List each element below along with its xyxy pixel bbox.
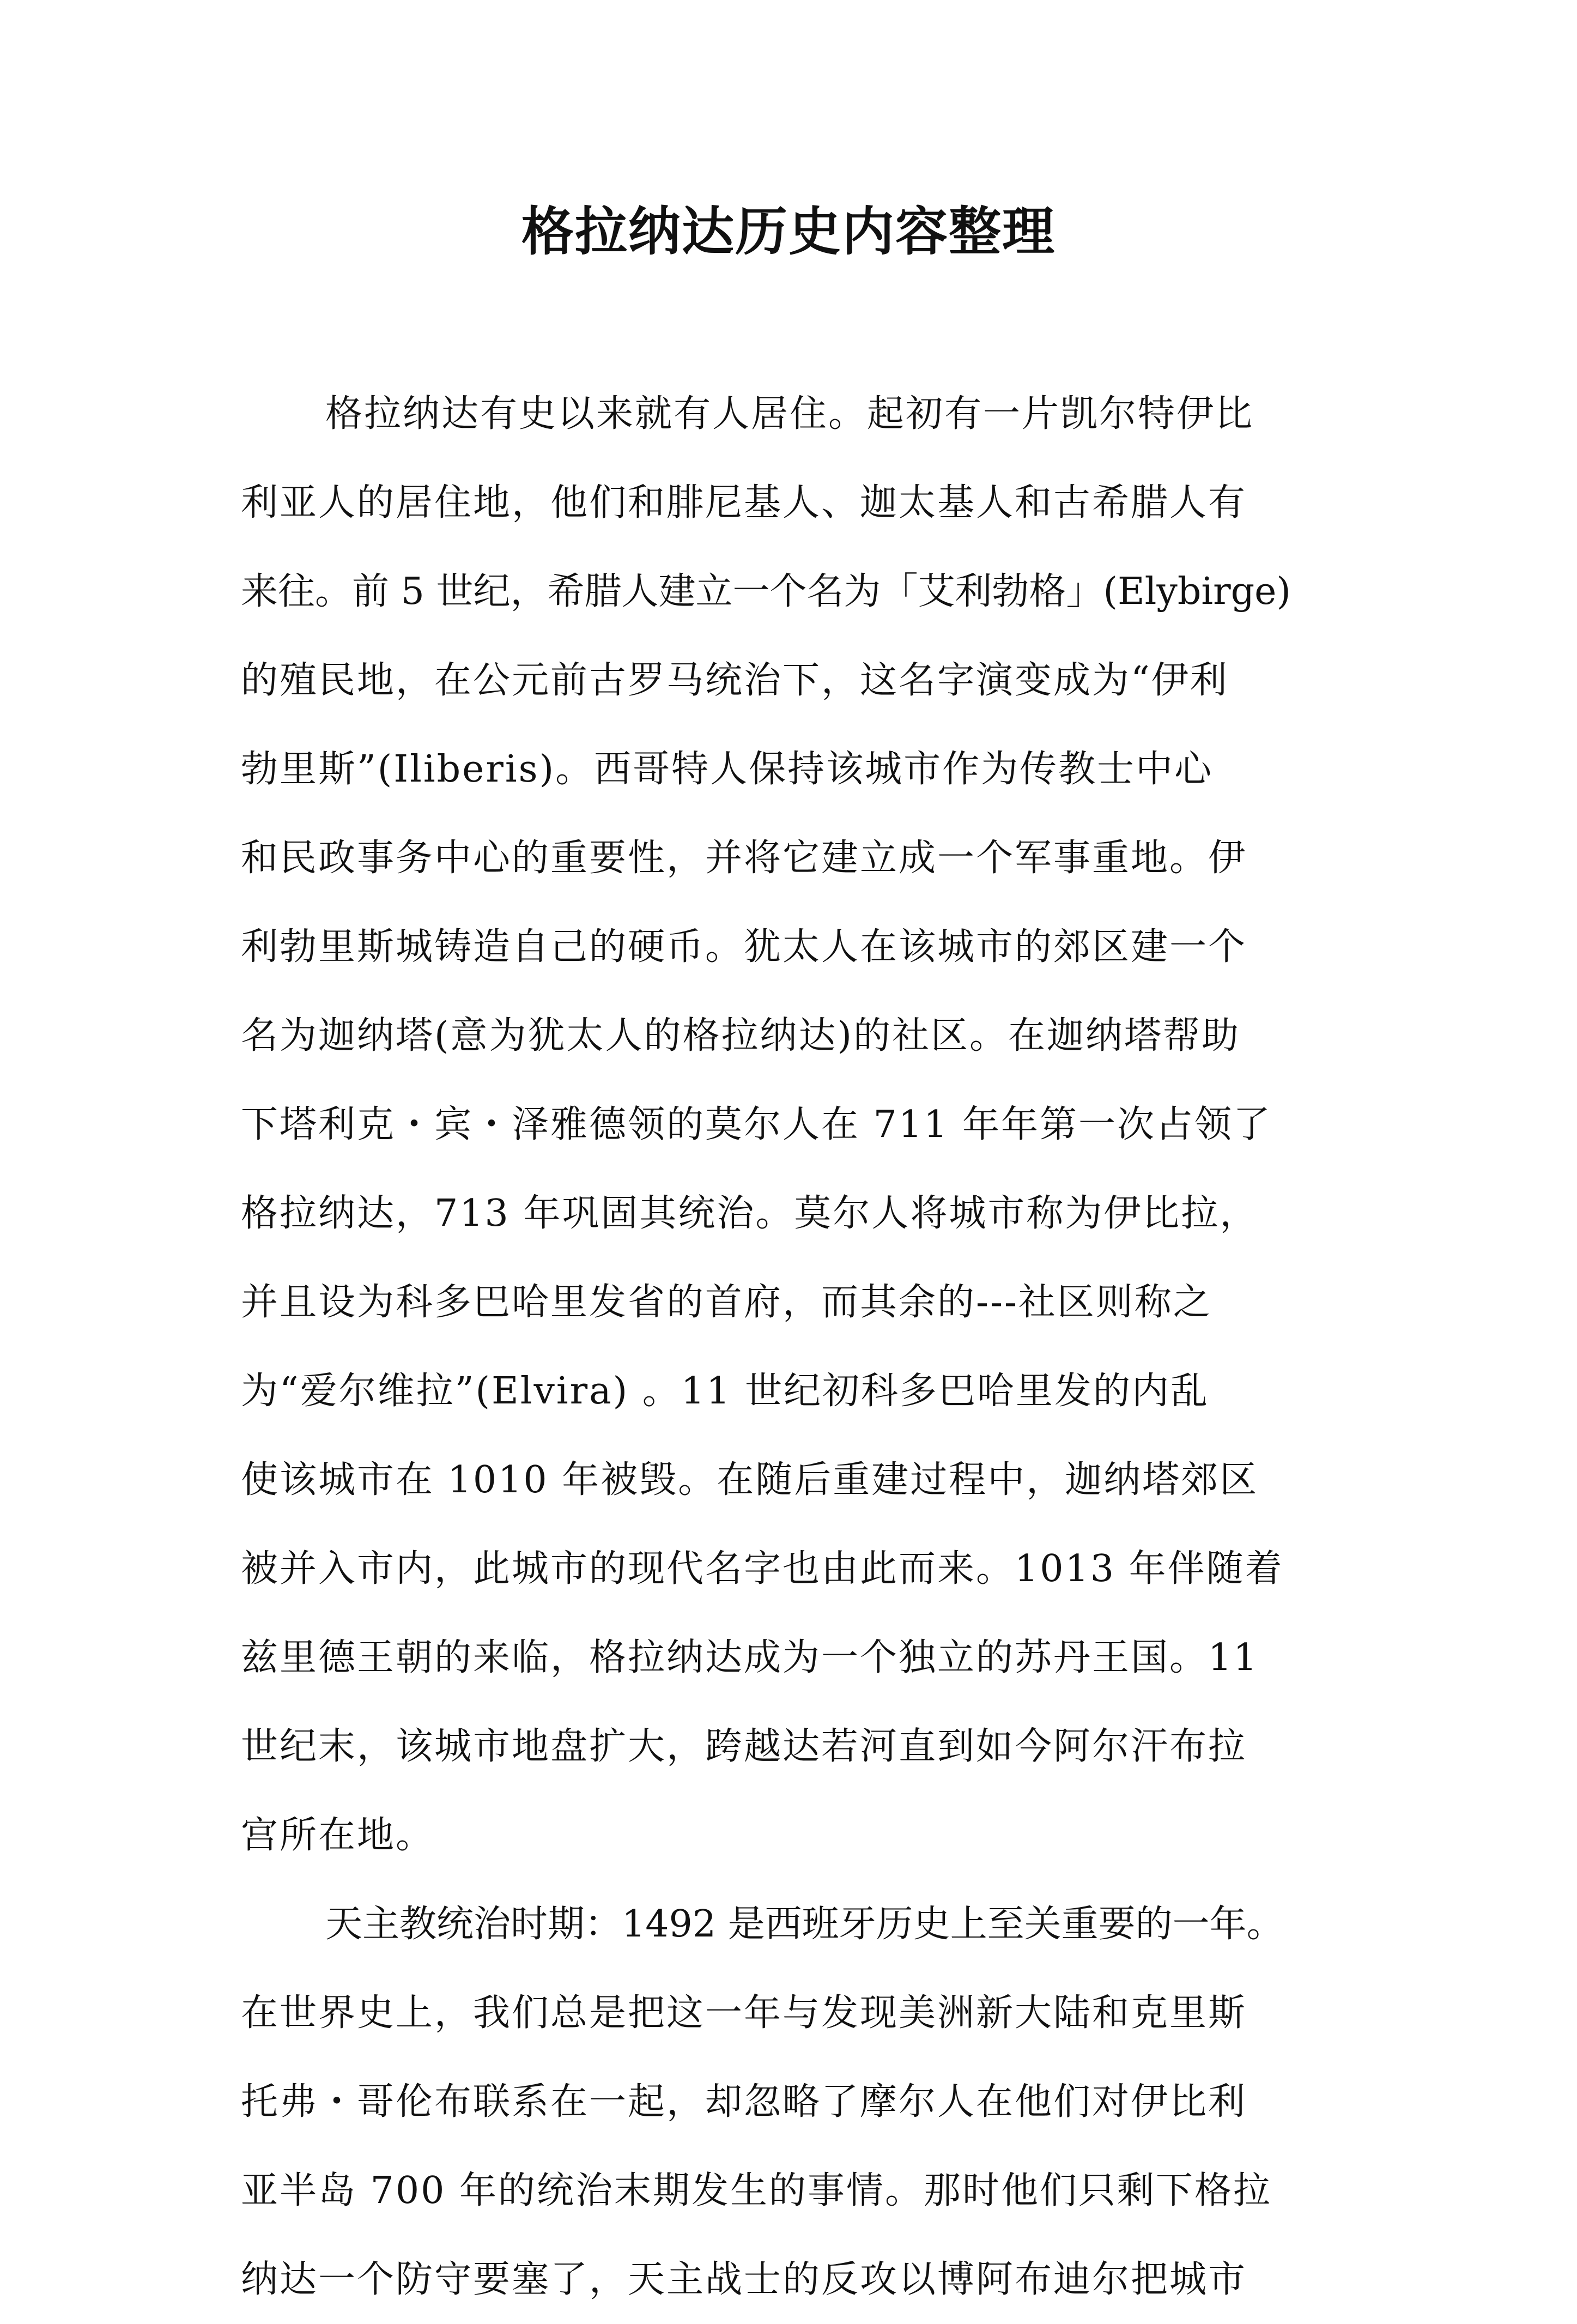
- paragraph-2-line-2: 在世界史上，我们总是把这一年与发现美洲新大陆和克里斯: [241, 1992, 1247, 2035]
- paragraph-1-line-3: 来往。前 5 世纪，希腊人建立一个名为「艾利勃格」(Elybirge): [241, 570, 1291, 613]
- paragraph-1-line-10: 格拉纳达，713 年巩固其统治。莫尔人将城市称为伊比拉，: [241, 1192, 1259, 1235]
- document-title: 格拉纳达历史内容整理: [521, 201, 1056, 262]
- paragraph-1-line-8: 名为迦纳塔(意为犹太人的格拉纳达)的社区。在迦纳塔帮助: [241, 1014, 1241, 1057]
- paragraph-1-line-11: 并且设为科多巴哈里发省的首府，而其余的---社区则称之: [241, 1281, 1212, 1324]
- document-body: [241, 370, 1342, 2324]
- paragraph-1-line-15: 兹里德王朝的来临，格拉纳达成为一个独立的苏丹王国。11: [241, 1636, 1259, 1679]
- paragraph-2-line-4: 亚半岛 700 年的统治末期发生的事情。那时他们只剩下格拉: [241, 2169, 1272, 2212]
- paragraph-2-line-1: 天主教统治时期：1492 是西班牙历史上至关重要的一年。: [325, 1903, 1284, 1946]
- paragraph-1-line-4: 的殖民地，在公元前古罗马统治下，这名字演变成为“伊利: [241, 659, 1229, 702]
- paragraph-2-line-5: 纳达一个防守要塞了，天主战士的反攻以博阿布迪尔把城市: [241, 2258, 1247, 2301]
- paragraph-1-line-12: 为“爱尔维拉”(Elvira) 。11 世纪初科多巴哈里发的内乱: [241, 1370, 1209, 1413]
- paragraph-1-line-1: 格拉纳达有史以来就有人居住。起初有一片凯尔特伊比: [325, 392, 1254, 435]
- paragraph-1-line-7: 利勃里斯城铸造自己的硬币。犹太人在该城市的郊区建一个: [241, 925, 1247, 969]
- paragraph-1-line-5: 勃里斯”(Iliberis)。西哥特人保持该城市作为传教士中心: [241, 748, 1214, 791]
- paragraph-1-line-6: 和民政事务中心的重要性，并将它建立成一个军事重地。伊: [241, 837, 1247, 880]
- paragraph-1-line-2: 利亚人的居住地，他们和腓尼基人、迦太基人和古希腊人有: [241, 481, 1247, 524]
- paragraph-1-line-13: 使该城市在 1010 年被毁。在随后重建过程中，迦纳塔郊区: [241, 1458, 1259, 1502]
- paragraph-1-line-16: 世纪末，该城市地盘扩大，跨越达若河直到如今阿尔汗布拉: [241, 1725, 1247, 1768]
- paragraph-2-line-3: 托弗・哥伦布联系在一起，却忽略了摩尔人在他们对伊比利: [241, 2080, 1247, 2123]
- paragraph-1-line-9: 下塔利克・宾・泽雅德领的莫尔人在 711 年年第一次占领了: [241, 1103, 1272, 1146]
- paragraph-1-line-14: 被并入市内，此城市的现代名字也由此而来。1013 年伴随着: [241, 1547, 1284, 1590]
- paragraph-1-line-17: 宫所在地。: [241, 1814, 435, 1857]
